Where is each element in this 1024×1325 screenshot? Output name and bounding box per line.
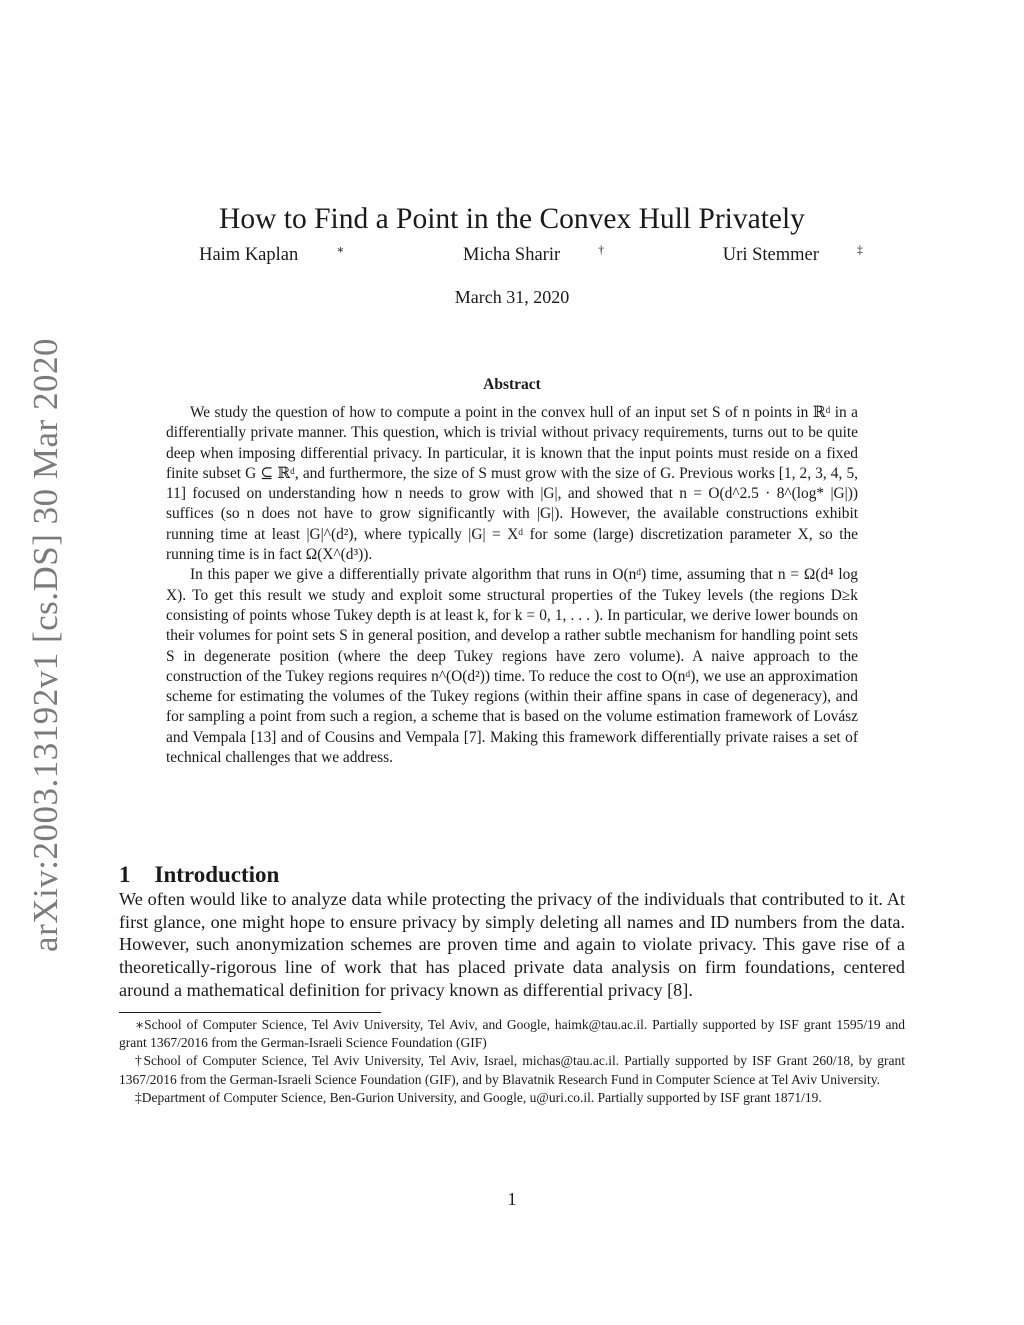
footnote: ‡Department of Computer Science, Ben-Gurion University, and Google, u@uri.co.il. Partially supported by ISF grant 1871/19.	[135, 1089, 822, 1105]
paper-title: How to Find a Point in the Convex Hull Privately	[219, 202, 805, 235]
author-name: Haim Kaplan	[199, 245, 299, 265]
section-heading	[119, 862, 279, 888]
author-footnote-mark: ∗	[336, 242, 345, 257]
footnote-rule	[119, 1012, 381, 1013]
publication-date: March 31, 2020	[454, 287, 570, 307]
author-name: Uri Stemmer	[722, 245, 819, 265]
abstract-heading: Abstract	[483, 376, 541, 393]
author-list	[0, 242, 1024, 266]
section-title: Introduction	[154, 862, 280, 888]
author	[161, 242, 345, 266]
abstract-paragraph: We study the question of how to compute a point in the convex hull of an input set S of n points in ℝᵈ in a differentially private manner. This question, which is trivial without privacy requirements, turns out to be quite deep when imposing differential privacy. In particular, it is known that the input points must reside on a fixed finite subset G ⊆ ℝᵈ, and furthermore, the size of S must grow with the size of G. Previous works [1, 2, 3, 4, 5, 11] focused on understanding how n needs to grow with |G|, and showed that n = O(d^2.5 · 8^(log* |G|)) suffices (so n does not have to grow significantly with |G|). However, the available constructions exhibit running time at least |G|^(d²), where typically |G| = Xᵈ for some (large) discretization parameter X, so the running time is in fact Ω(X^(d³)).	[166, 404, 858, 564]
author-footnote-mark: ‡	[856, 242, 863, 257]
abstract	[166, 403, 858, 768]
abstract-paragraph: In this paper we give a differentially private algorithm that runs in O(nᵈ) time, assuming that n = Ω(d⁴ log X). To get this result we study and exploit some structural properties of the Tukey levels (the regions D≥k consisting of points whose Tukey depth is at least k, for k = 0, 1, . . . ). In particular, we derive lower bounds on their volumes for point sets S in general position, and develop a rather subtle mechanism for handling point sets S in degenerate position (where the deep Tukey regions have zero volume). A naive approach to the construction of the Tukey regions requires n^(O(d²)) time. To reduce the cost to O(nᵈ), we use an approximation scheme for estimating the volumes of the Tukey regions (within their affine spans in case of degeneracy), and for sampling a point from such a region, a scheme that is based on the volume estimation framework of Lovász and Vempala [13] and of Cousins and Vempala [7]. Making this framework differentially private raises a set of technical challenges that we address.	[166, 566, 858, 767]
author	[685, 242, 863, 266]
footnotes	[119, 1016, 905, 1107]
introduction-paragraph: We often would like to analyze data while protecting the privacy of the individuals that contributed to it. At first glance, one might hope to ensure privacy by simply deleting all names and ID numbers from the data. However, such anonymization schemes are proven time and again to violate privacy. This gave rise of a theoretically-rigorous line of work that has placed private data analysis on firm foundations, centered around a mathematical definition for privacy known as differential privacy [8].	[119, 889, 905, 1000]
page-number: 1	[507, 1189, 517, 1209]
arxiv-identifier	[26, 338, 66, 952]
author-name: Micha Sharir	[463, 245, 561, 265]
author	[425, 242, 605, 266]
author-footnote-mark: †	[598, 242, 605, 257]
footnote: ∗School of Computer Science, Tel Aviv University, Tel Aviv, and Google, haimk@tau.ac.il. Partially supported by ISF grant 1595/19 and grant 1367/2016 from the German-Israeli Science Foundation (GIF)	[119, 1017, 905, 1051]
arxiv-identifier-text: arXiv:2003.13192v1 [cs.DS] 30 Mar 2020	[26, 338, 65, 952]
footnote: †School of Computer Science, Tel Aviv University, Tel Aviv, Israel, michas@tau.ac.il. Partially supported by ISF Grant 260/18, by grant 1367/2016 from the German-Israeli Science Foundation (GIF), and by Blavatnik Research Fund in Computer Science at Tel Aviv University.	[119, 1053, 905, 1087]
section-number: 1	[119, 862, 131, 888]
